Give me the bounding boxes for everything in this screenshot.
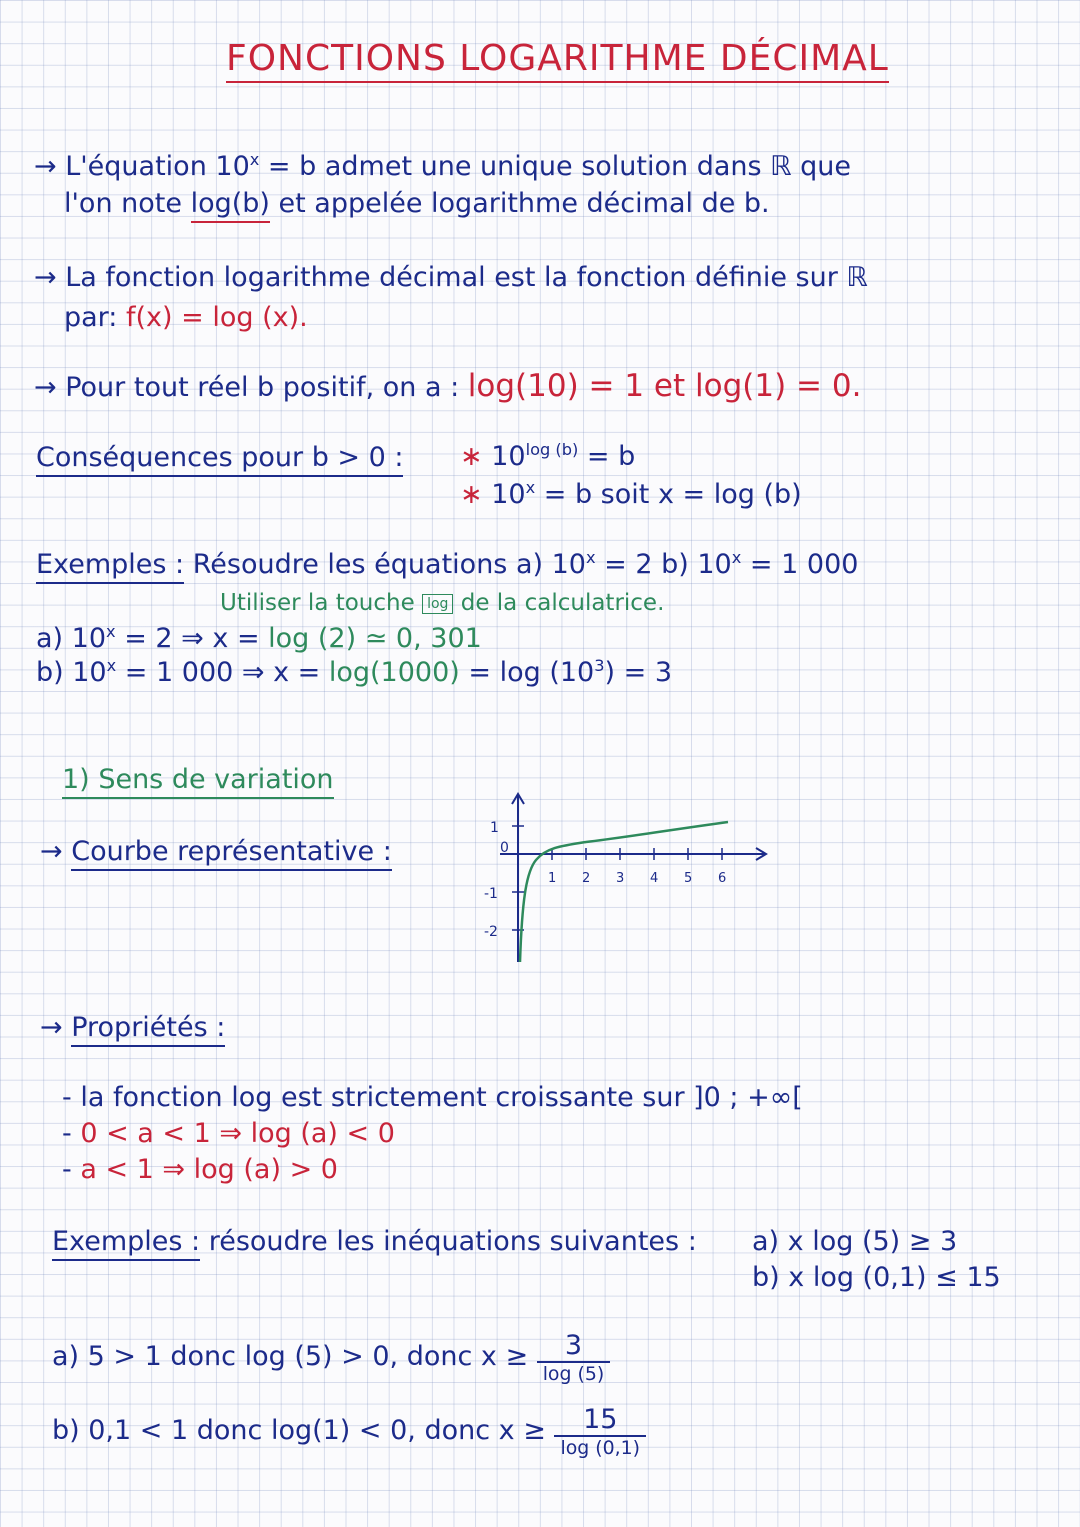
- inequation-b: b) x log (0,1) ≤ 15: [752, 1262, 1001, 1293]
- definition-function-line2: par: f(x) = log (x).: [64, 302, 308, 333]
- section-title: 1) Sens de variation: [62, 764, 334, 795]
- x-label: 4: [650, 871, 659, 886]
- x-label: 2: [582, 871, 591, 886]
- examples-equations: Exemples : Résoudre les équations a) $10^x = 2$ b) $10^x = 1$ 000: [36, 548, 858, 580]
- calculator-hint: Utiliser la touche log de la calculatrice.: [220, 590, 665, 616]
- consequence-1: ∗ $10^{log (b)} = b$: [460, 440, 636, 472]
- arrow-icon: →: [34, 151, 57, 182]
- curve-label: → Courbe représentative :: [40, 836, 392, 867]
- page-title: FONCTIONS LOGARITHME DÉCIMAL: [226, 38, 889, 79]
- x-label: 1: [548, 871, 557, 886]
- y-label: 0: [500, 840, 509, 856]
- examples-inequations: Exemples : résoudre les inéquations suivantes :: [52, 1226, 697, 1257]
- inequation-solution-a: a) 5 > 1 donc log (5) > 0, donc x ≥ $\frac{3}{\log (5)}$: [52, 1330, 610, 1385]
- fraction: $\frac{15}{\log (0,1)}$: [554, 1404, 646, 1459]
- x-label: 5: [684, 871, 693, 886]
- property-log10: → Pour tout réel b positif, on a : log(10) = 1 et log(1) = 0.: [34, 368, 862, 404]
- x-label: 3: [616, 871, 625, 886]
- property-2: - 0 < a < 1 ⇒ log (a) < 0: [62, 1118, 395, 1149]
- consequence-2: ∗ $10^x = b$ soit x = log (b): [460, 478, 802, 510]
- inequation-solution-b: b) 0,1 < 1 donc log(1) < 0, donc x ≥ $\frac{15}{\log (0,1)}$: [52, 1404, 646, 1459]
- arrow-icon: →: [40, 1012, 63, 1043]
- solution-a: a) $10^x = 2$ ⇒ x = log (2) ≃ 0, 301: [36, 622, 482, 654]
- inequation-a: a) x log (5) ≥ 3: [752, 1226, 958, 1257]
- bullet-icon: ∗: [460, 479, 483, 510]
- definition-equation-line2: l'on note log(b) et appelée logarithme décimal de b.: [64, 188, 770, 219]
- log-key-icon: log: [422, 594, 453, 614]
- definition-equation: → L'équation $10^x = b$ admet une unique solution dans ℝ que: [34, 150, 851, 182]
- definition-function: → La fonction logarithme décimal est la fonction définie sur ℝ: [34, 262, 868, 293]
- log-curve: [520, 822, 728, 962]
- arrow-icon: →: [34, 372, 57, 403]
- y-label: -2: [484, 924, 498, 940]
- fraction: $\frac{3}{\log (5)}$: [537, 1330, 611, 1385]
- properties-label: → Propriétés :: [40, 1012, 225, 1043]
- bullet-icon: ∗: [460, 441, 483, 472]
- solution-b: b) $10^x = 1$ 000 ⇒ $x = \log(1000) = \log (10^3) = 3$: [36, 656, 673, 688]
- y-label: -1: [484, 886, 498, 902]
- x-label: 6: [718, 871, 727, 886]
- y-label: 1: [490, 820, 499, 836]
- log-curve-graph: [470, 782, 780, 972]
- property-3: - a < 1 ⇒ log (a) > 0: [62, 1154, 338, 1185]
- arrow-icon: →: [34, 262, 57, 293]
- consequences-label: Conséquences pour b > 0 :: [36, 442, 403, 473]
- property-1: - la fonction log est strictement croissante sur ]0 ; +∞[: [62, 1082, 803, 1113]
- arrow-icon: →: [40, 836, 63, 867]
